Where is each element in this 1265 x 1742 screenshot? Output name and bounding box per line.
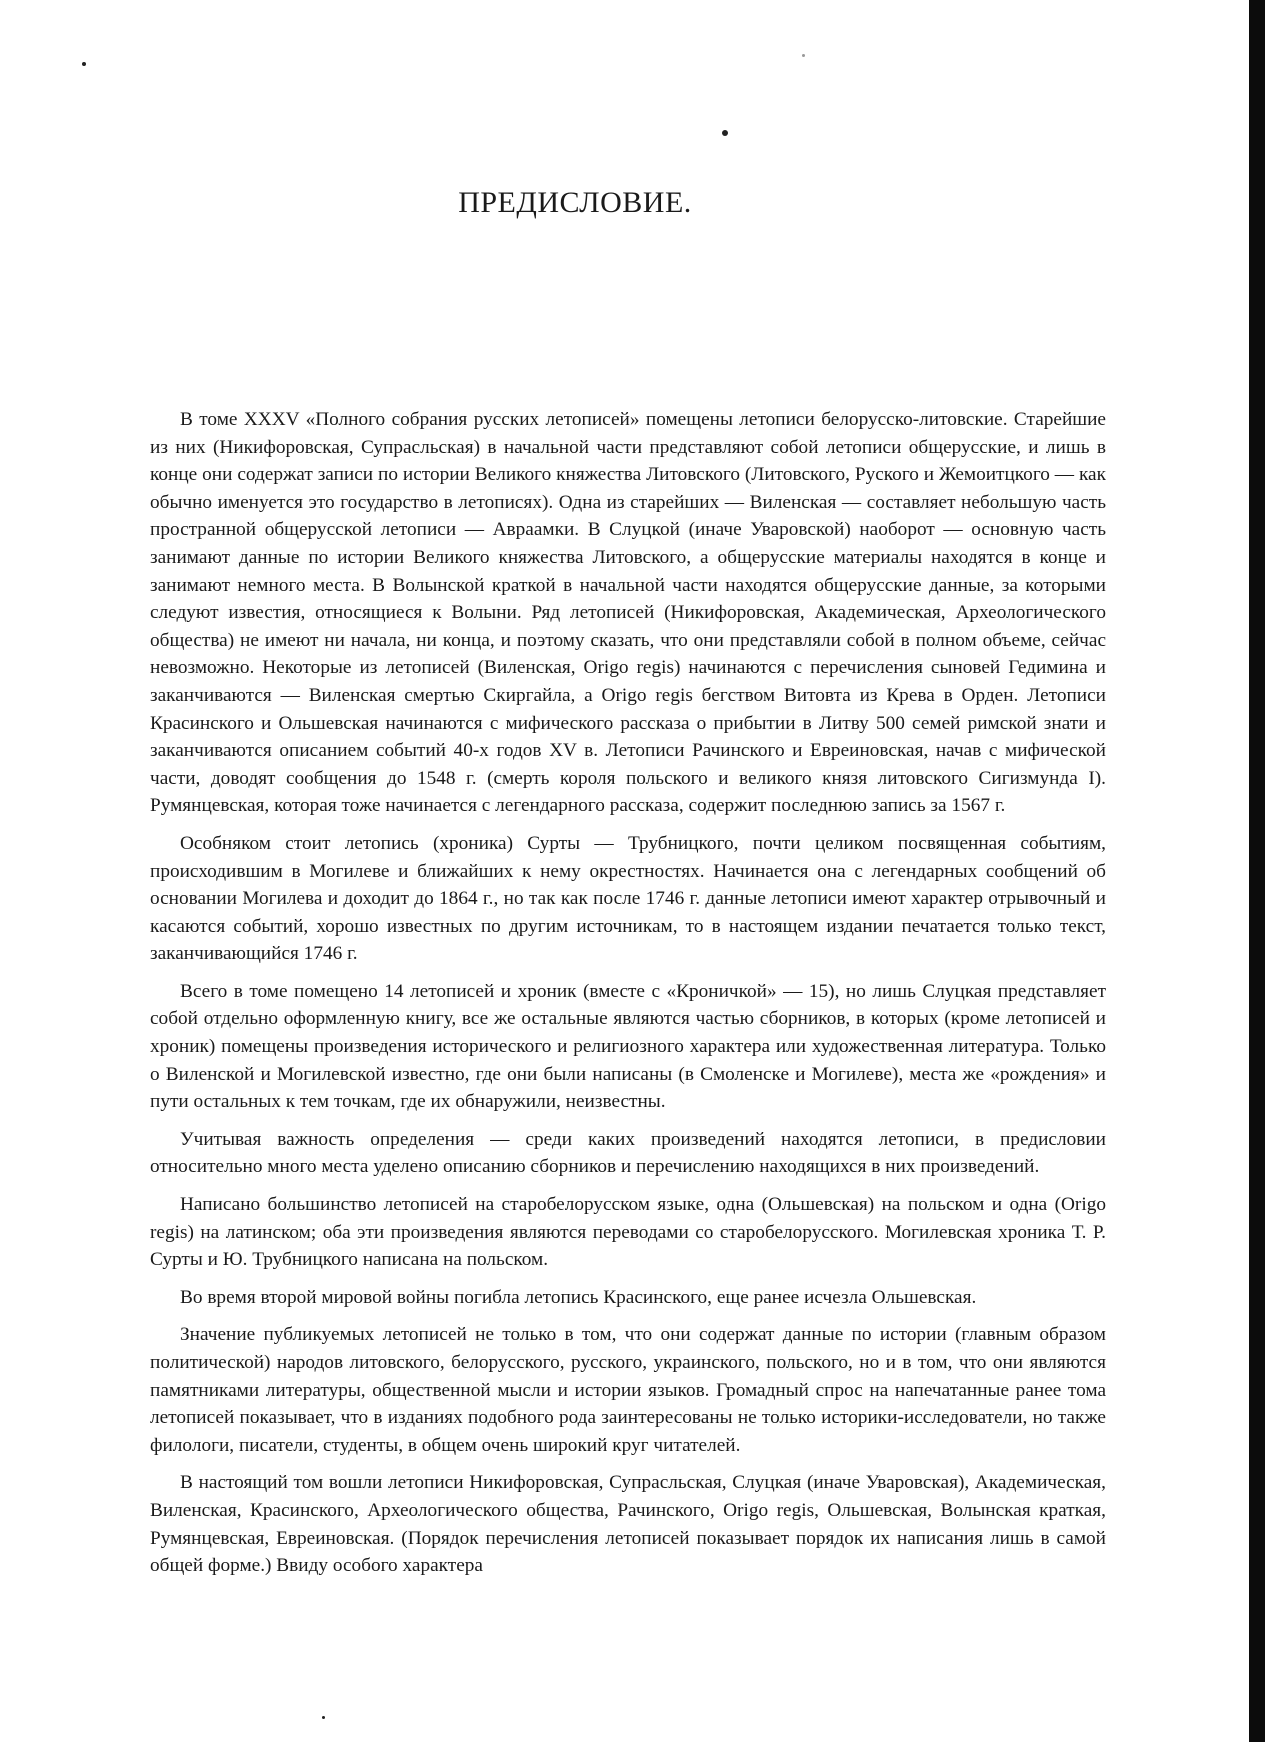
scan-speck bbox=[82, 62, 86, 66]
body-text bbox=[150, 406, 1106, 1590]
paragraph: Значение публикуемых летописей не только в том, что они содержат данные по истории (главным образом политической) народов литовского, белорусского, русского, украинского, польского, но и в том, что они являются памятниками литературы, общественной мысли и истории языков. Громадный спрос на напечатанные ранее тома летописей показывает, что в изданиях подобного рода заинтересованы не только историки-исследователи, но также филологи, писатели, студенты, в общем очень широкий круг читателей. bbox=[150, 1324, 1106, 1456]
paragraph: Особняком стоит летопись (хроника) Сурты — Трубницкого, почти целиком посвященная событиям, происходившим в Могилеве и ближайших к нему окрестностях. Начинается она с легендарных сообщений об основании Могилева и доходит до 1864 г., но так как после 1746 г. данные летописи имеют характер отрывочный и касаются событий, хорошо известных по другим источникам, то в настоящем издании печатается только текст, заканчивающийся 1746 г. bbox=[150, 832, 1106, 965]
paragraph: Учитывая важность определения — среди каких произведений находятся летописи, в предисловии относительно много места уделено описанию сборников и перечислению находящихся в них произведений. bbox=[150, 1128, 1106, 1178]
page-title: ПРЕДИСЛОВИЕ. bbox=[458, 186, 692, 219]
scan-speck bbox=[322, 1716, 325, 1719]
paragraph: Написано большинство летописей на старобелорусском языке, одна (Ольшевская) на польском и одна (Origo regis) на латинском; оба эти произведения являются переводами со старобелорусского. Могилевская хроника Т. Р. Сурты и Ю. Трубницкого написана на польском. bbox=[150, 1194, 1106, 1271]
paragraph: Во время второй мировой войны погибла летопись Красинского, еще ранее исчезла Ольшевская. bbox=[180, 1286, 977, 1308]
paragraph: В настоящий том вошли летописи Никифоровская, Супрасльская, Слуцкая (иначе Уваровская), Академическая, Виленская, Красинского, Археологического общества, Рачинского, Origo regis, Ольшевская, Волынская краткая, Румянцевская, Евреиновская. (Порядок перечисления летописей показывает порядок их написания лишь в самой общей форме.) Ввиду особого характера bbox=[150, 1472, 1106, 1577]
scan-speck bbox=[802, 54, 805, 57]
scan-speck bbox=[722, 130, 728, 136]
scan-border bbox=[1249, 0, 1265, 1742]
paragraph: Всего в томе помещено 14 летописей и хроник (вместе с «Кроничкой» — 15), но лишь Слуцкая представляет собой отдельно оформленную книгу, все же остальные являются частью сборников, в которых (кроме летописей и хроник) помещены произведения исторического и религиозного характера или художественная литература. Только о Виленской и Могилевской известно, где они были написаны (в Смоленске и Могилеве), места же «рождения» и пути остальных к тем точкам, где их обнаружили, неизвестны. bbox=[150, 980, 1106, 1113]
paragraph: В томе XXXV «Полного собрания русских летописей» помещены летописи белорусско-литовские. Старейшие из них (Никифоровская, Супрасльская) в начальной части представляют собой летописи общерусские, и лишь в конце они содержат записи по истории Великого княжества Литовского (Литовского, Руского и Жемоитцкого — как обычно именуется это государство в летописях). Одна из старейших — Виленская — составляет небольшую часть пространной общерусской летописи — Авраамки. В Слуцкой (иначе Уваровской) наоборот — основную часть занимают данные по истории Великого княжества Литовского, а общерусские материалы находятся в конце и занимают немного места. В Волынской краткой в начальной части находятся общерусские данные, за которыми следуют известия, относящиеся к Волыни. Ряд летописей (Никифоровская, Академическая, Археологического общества) не имеют ни начала, ни конца, и поэтому сказать, что они представляли собой в полном объеме, сейчас невозможно. Некоторые из летописей (Виленская, Origo regis) начинаются с перечисления сыновей Гедимина и заканчиваются — Виленская смертью Скиргайла, а Origo regis бегством Витовта из Крева в Орден. Летописи Красинского и Ольшевская начинаются с мифического рассказа о прибытии в Литву 500 семей римской знати и заканчиваются описанием событий 40-х годов XV в. Летописи Рачинского и Евреиновская, начав с мифической части, доводят сообщения до 1548 г. (смерть короля польского и великого князя литовского Сигизмунда I). Румянцевская, которая тоже начинается с легендарного рассказа, содержит последнюю запись за 1567 г. bbox=[150, 409, 1106, 817]
